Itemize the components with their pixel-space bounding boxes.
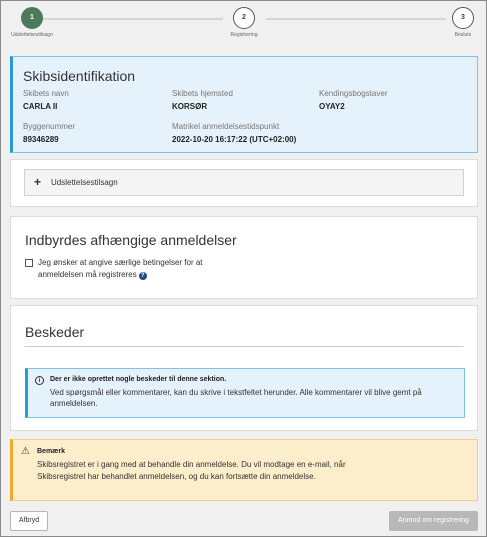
help-icon[interactable]: ? (139, 272, 147, 280)
plus-icon: + (34, 175, 42, 189)
step-3[interactable] (438, 7, 487, 38)
deletion-consent-panel (10, 159, 478, 207)
info-icon: i (35, 376, 44, 385)
ship-name-value: CARLA II (23, 102, 58, 111)
special-conditions-checkbox[interactable] (25, 259, 33, 267)
registration-time-value: 2022-10-20 16:17:22 (UTC+02:00) (172, 135, 297, 144)
home-port-field (172, 89, 233, 111)
messages-title: Beskeder (25, 324, 85, 340)
warning-icon: ⚠ (21, 446, 30, 457)
call-sign-value: OYAY2 (319, 102, 345, 111)
step-connector (266, 18, 446, 20)
step-1-label: Udslettelsestilsagn (11, 32, 53, 38)
warning-text: Skibsregistret er i gang med at behandle din anmeldelse. Du vil modtage en e-mail, når Skibsregistret har behandlet anmeldelsen, og du kan fortsætte din anmeldelse. (37, 460, 346, 481)
build-number-label: Byggenummer (23, 122, 76, 131)
deletion-consent-label: Udslettelsestilsagn (51, 178, 118, 187)
dependent-registrations-title: Indbyrdes afhængige anmeldelser (25, 232, 237, 248)
processing-warning-box (10, 439, 478, 501)
step-3-label: Besluts (454, 32, 472, 38)
step-2[interactable] (219, 7, 269, 38)
ship-name-label: Skibets navn (23, 89, 69, 98)
cancel-button[interactable]: Afbryd (10, 511, 48, 531)
build-number-value: 89346289 (23, 135, 59, 144)
special-conditions-text: Jeg ønsker at angive særlige betingelser for at anmeldelsen må registreres (38, 258, 203, 279)
call-sign-label: Kendingsbogstaver (319, 89, 388, 98)
no-messages-text: Ved spørgsmål eller kommentarer, kan du skrive i tekstfeltet herunder. Alle kommentarer vil blive gemt på anmeldelsen. (50, 388, 422, 408)
step-2-label: Registrering (230, 32, 258, 38)
step-2-number: 2 (233, 7, 255, 29)
registration-time-label: Matrikel anmeldelsestidspunkt (172, 122, 280, 131)
home-port-value: KORSØR (172, 102, 208, 111)
home-port-label: Skibets hjemsted (172, 89, 233, 98)
progress-stepper (1, 7, 487, 41)
deletion-consent-accordion[interactable] (24, 169, 464, 196)
build-number-field (23, 122, 75, 144)
messages-panel (10, 305, 478, 431)
ship-name-field (23, 89, 69, 111)
no-messages-title: Der er ikke oprettet nogle beskeder til denne sektion. (50, 376, 227, 383)
request-registration-button[interactable]: Anmod om registrering (389, 511, 478, 531)
step-connector (43, 18, 223, 20)
call-sign-field (319, 89, 388, 111)
registration-time-field (172, 122, 296, 144)
step-3-number: 3 (452, 7, 474, 29)
no-messages-info-box (25, 368, 465, 418)
warning-title: Bemærk (37, 448, 66, 455)
step-1[interactable] (7, 7, 57, 38)
messages-divider (25, 346, 463, 347)
ship-identification-panel (10, 56, 478, 153)
special-conditions-label[interactable] (38, 257, 238, 281)
ship-identification-title: Skibsidentifikation (23, 68, 136, 84)
dependent-registrations-panel (10, 216, 478, 299)
step-1-number: 1 (21, 7, 43, 29)
